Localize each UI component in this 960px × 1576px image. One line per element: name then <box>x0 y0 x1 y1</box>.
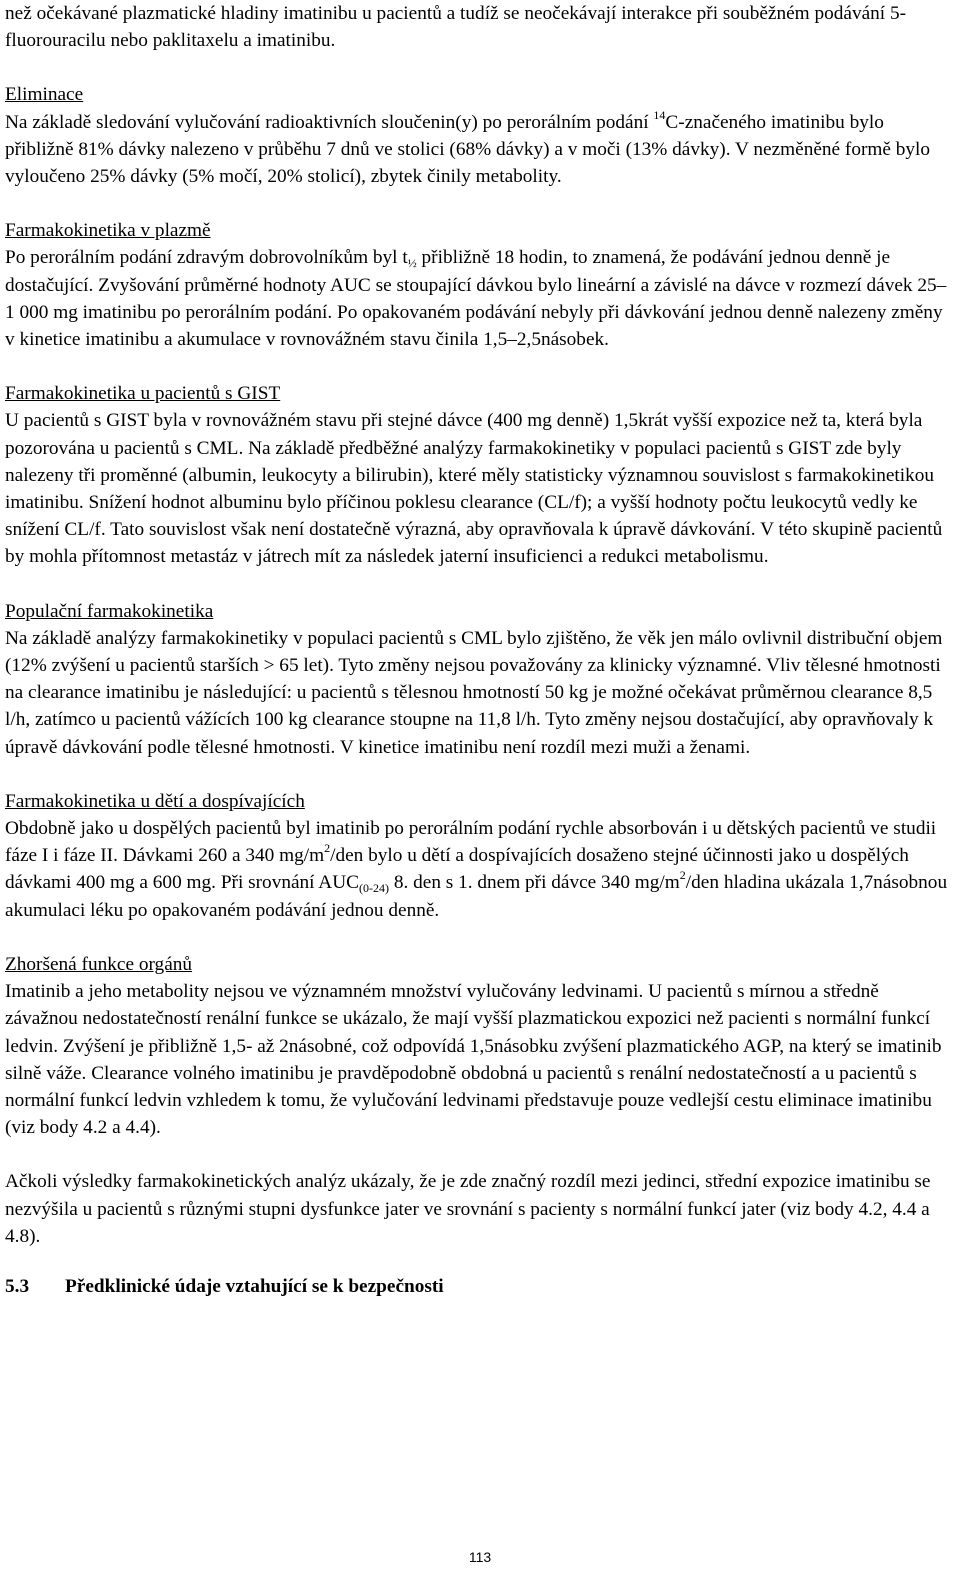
children-sup-2: 2 <box>679 868 686 883</box>
page-number: 113 <box>468 1549 492 1565</box>
children-text-a: Obdobně jako u dospělých pacientů byl imatinib po perorálním podání rychle absorbován i u dětských pacientů ve studii fáze I i fáze II. Dávkami 260 a 340 mg/m <box>5 818 937 867</box>
elimination-sup: 14 <box>653 107 666 122</box>
plasma-sub: ½ <box>407 256 417 271</box>
plasma-text-a: Po perorálním podání zdravým dobrovolníkům byl t <box>5 247 408 269</box>
intro-paragraph: než očekávané plazmatické hladiny imatinibu u pacientů a tudíž se neočekávají interakce při souběžném podávání 5-fluorouracilu nebo paklitaxelu a imatinibu. <box>5 3 907 52</box>
children-sup-1: 2 <box>324 841 331 856</box>
children-heading: Farmakokinetika u dětí a dospívajících <box>5 790 305 812</box>
section-number: 5.3 <box>5 1275 30 1297</box>
section-heading <box>5 1276 955 1298</box>
children-text-d: /den hladina ukázala 1,7násobnou akumulaci léku po opakovaném podávání jednou denně. <box>5 872 948 921</box>
plasma-paragraph <box>5 244 955 353</box>
gist-paragraph: U pacientů s GIST byla v rovnovážném stavu při stejné dávce (400 mg denně) 1,5krát vyšší expozice než ta, která byla pozorována u pacientů s CML. Na základě předběžné analýzy farmakokinetiky v populaci pacientů s GIST zde byly nalezeny tři proměnné (albumin, leukocyty a bilirubin), které měly statisticky významnou souvislost s farmakokinetikou imatinibu. Snížení hodnot albuminu bylo příčinou poklesu clearance (CL/f); a vyšší hodnoty počtu leukocytů vedly ke snížení CL/f. Tato souvislost však není dostatečně výrazná, aby opravňovala k úpravě dávkování. V této skupině pacientů by mohla přítomnost metastáz v játrech mít za následek jaterní insuficienci a redukci metabolismu. <box>5 410 943 568</box>
children-paragraph <box>5 815 955 924</box>
children-text-c: 8. den s 1. dnem při dávce 340 mg/m <box>389 872 680 894</box>
organ-paragraph: Imatinib a jeho metabolity nejsou ve významném množství vylučovány ledvinami. U pacientů s mírnou a středně závažnou nedostatečností renální funkce se ukázalo, že mají vyšší plazmatickou expozici než pacienti s normální funkcí ledvin. Zvýšení je přibližně 1,5- až 2násobné, což odpovídá 1,5násobku zvýšení plazmatického AGP, na který se imatinib silně váže. Clearance volného imatinibu je pravděpodobně obdobná u pacientů s renální nedostatečností a u pacientů s normální funkcí ledvin vzhledem k tomu, že vylučování ledvinami představuje pouze vedlejší cestu eliminace imatinibu (viz body 4.2 a 4.4). <box>5 981 942 1139</box>
elimination-text-a: Na základě sledování vylučování radioaktivních sloučenin(y) po perorálním podání <box>5 111 654 133</box>
population-paragraph: Na základě analýzy farmakokinetiky v populaci pacientů s CML bylo zjištěno, že věk jen málo ovlivnil distribuční objem (12% zvýšení u pacientů starších > 65 let). Tyto změny nejsou považovány za klinicky významné. Vliv tělesné hmotnosti na clearance imatinibu je následující: u pacientů s tělesnou hmotností 50 kg je možné očekávat průměrnou clearance 8,5 l/h, zatímco u pacientů vážících 100 kg clearance stoupne na 11,8 l/h. Tyto změny nejsou dostačující, aby opravňovaly k úpravě dávkování podle tělesné hmotnosti. V kinetice imatinibu není rozdíl mezi muži a ženami. <box>5 627 943 758</box>
children-text-b: /den bylo u dětí a dospívajících dosaženo stejné účinnosti jako u dospělých dávkami 400 mg a 600 mg. Při srovnání AUC <box>5 845 909 894</box>
organ-heading: Zhoršená funkce orgánů <box>5 953 193 975</box>
gist-heading: Farmakokinetika u pacientů s GIST <box>5 383 281 405</box>
elimination-heading: Eliminace <box>5 84 84 106</box>
section-title: Předklinické údaje vztahující se k bezpečnosti <box>65 1275 444 1297</box>
elimination-paragraph <box>5 109 955 191</box>
plasma-heading: Farmakokinetika v plazmě <box>5 220 211 242</box>
document-page <box>5 0 955 1298</box>
children-sub-auc: (0-24) <box>359 881 390 896</box>
organ-paragraph-2: Ačkoli výsledky farmakokinetických analýz ukázaly, že je zde značný rozdíl mezi jedinci, střední expozice imatinibu se nezvýšila u pacientů s různými stupni dysfunkce jater ve srovnání s pacienty s normální funkcí jater (viz body 4.2, 4.4 a 4.8). <box>5 1171 931 1247</box>
population-heading: Populační farmakokinetika <box>5 600 214 622</box>
elimination-text-b: C-značeného imatinibu bylo přibližně 81% dávky nalezeno v průběhu 7 dnů ve stolici (68% dávky) a v moči (13% dávky). V nezměněné formě bylo vyloučeno 25% dávky (5% močí, 20% stolicí), zbytek činily metabolity. <box>5 111 931 188</box>
plasma-text-b: přibližně 18 hodin, to znamená, že podávání jednou denně je dostačující. Zvyšování průměrné hodnoty AUC se stoupající dávkou bylo lineární a závislé na dávce v rozmezí dávek 25–1 000 mg imatinibu po perorálním podání. Po opakovaném podávání nebyly při dávkování jednou denně nalezeny změny v kinetice imatinibu a akumulace v rovnovážném stavu činila 1,5–2,5násobek. <box>5 247 947 351</box>
